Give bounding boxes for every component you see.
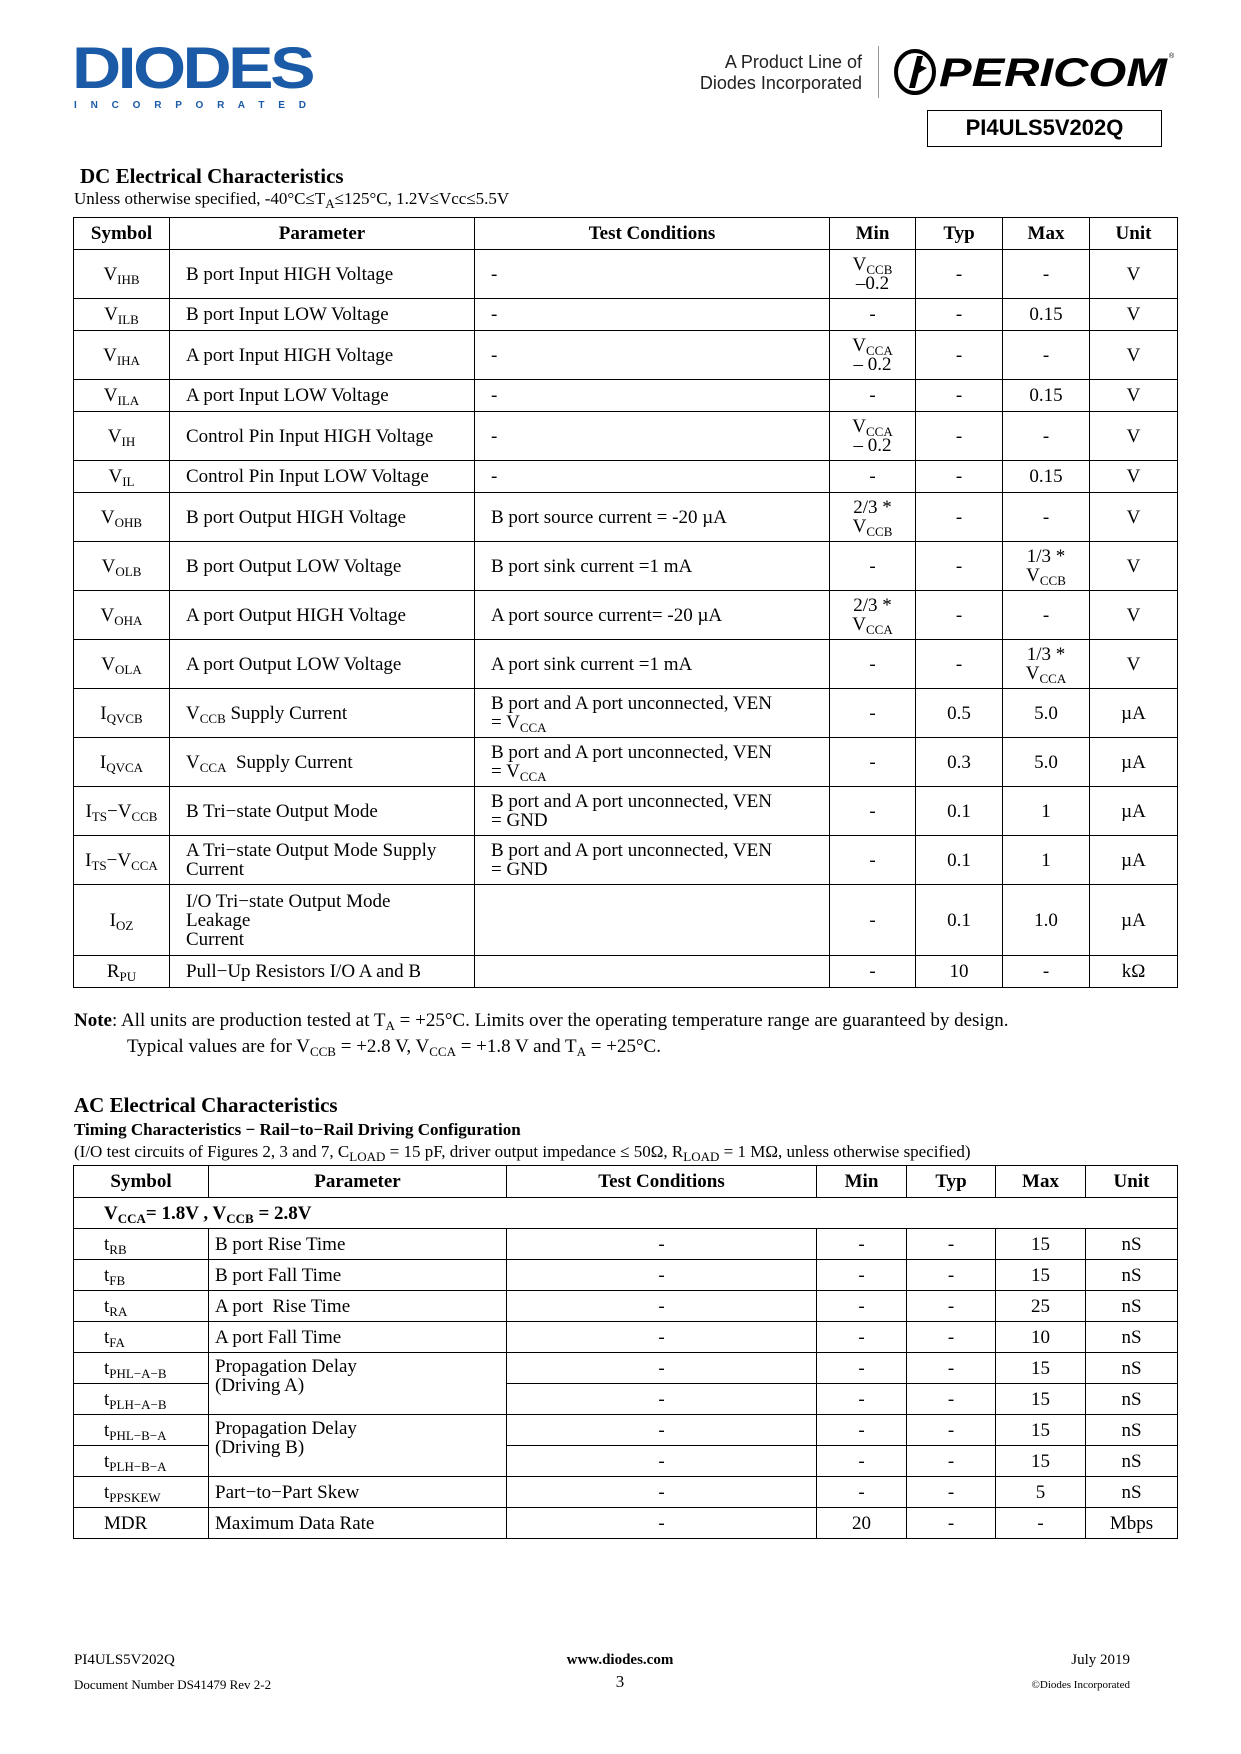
test-conditions-cell: - xyxy=(507,1384,817,1415)
max-cell: 1 xyxy=(1003,787,1090,836)
test-conditions-cell: - xyxy=(507,1322,817,1353)
column-header: Max xyxy=(996,1166,1086,1198)
typ-cell: 0.1 xyxy=(916,787,1003,836)
symbol-cell: $I_{QVCA}$ xyxy=(74,738,170,787)
column-header: Test Conditions xyxy=(507,1166,817,1198)
parameter-cell: B port Fall Time xyxy=(209,1260,507,1291)
typ-cell: - xyxy=(916,542,1003,591)
typ-cell: - xyxy=(907,1477,996,1508)
svg-text:I N C O R P O R A T E D: I N C O R P O R A T E D xyxy=(74,100,307,110)
parameter-cell: A port Input HIGH Voltage xyxy=(170,331,475,380)
min-cell: $V_{CCA}$ – 0.2 xyxy=(830,331,916,380)
table-row xyxy=(74,738,1178,787)
symbol-cell: $V_{IH}$ xyxy=(74,412,170,461)
symbol-cell: $V_{IHA}$ xyxy=(74,331,170,380)
column-header: Symbol xyxy=(74,218,170,250)
symbol-cell: $I_{QVCB}$ xyxy=(74,689,170,738)
min-cell: - xyxy=(830,956,916,988)
column-header: Unit xyxy=(1086,1166,1178,1198)
symbol-cell: $V_{ILA}$ xyxy=(74,380,170,412)
min-cell: - xyxy=(830,738,916,787)
symbol-cell: $V_{ILB}$ xyxy=(74,299,170,331)
table-row xyxy=(74,1477,1178,1508)
typ-cell: - xyxy=(916,640,1003,689)
dc-section-title: DC Electrical Characteristics xyxy=(80,164,344,188)
dc-characteristics-table xyxy=(73,217,1178,988)
table-row xyxy=(74,331,1178,380)
ac-subtitle: Timing Characteristics − Rail−to−Rail Driving Configuration xyxy=(74,1120,521,1139)
symbol-cell: $t_{PHL-B-A}$ xyxy=(74,1415,209,1446)
max-cell: 5.0 xyxy=(1003,689,1090,738)
max-cell: 1/3 * $V_{CCA}$ xyxy=(1003,640,1090,689)
unit-cell: nS xyxy=(1086,1353,1178,1384)
table-header-row xyxy=(74,218,1178,250)
test-conditions-cell: - xyxy=(507,1229,817,1260)
min-cell: 2/3 * $V_{CCB}$ xyxy=(830,493,916,542)
symbol-cell: $t_{RB}$ xyxy=(74,1229,209,1260)
unit-cell: nS xyxy=(1086,1446,1178,1477)
min-cell: - xyxy=(830,299,916,331)
min-cell: - xyxy=(817,1384,907,1415)
parameter-cell: A port Input LOW Voltage xyxy=(170,380,475,412)
column-header: Unit xyxy=(1090,218,1178,250)
table-row xyxy=(74,250,1178,299)
product-line-line2: Diodes Incorporated xyxy=(699,73,862,93)
unit-cell: V xyxy=(1090,299,1178,331)
min-cell: - xyxy=(817,1415,907,1446)
group-row xyxy=(74,1198,1178,1229)
table-row xyxy=(74,493,1178,542)
min-cell: - xyxy=(830,461,916,493)
min-cell: - xyxy=(817,1260,907,1291)
table-row xyxy=(74,1260,1178,1291)
typ-cell: 0.3 xyxy=(916,738,1003,787)
symbol-cell: $R_{PU}$ xyxy=(74,956,170,988)
min-cell: - xyxy=(830,885,916,956)
typ-cell: - xyxy=(907,1446,996,1477)
parameter-cell: B port Input HIGH Voltage xyxy=(170,250,475,299)
test-conditions-cell: - xyxy=(507,1508,817,1539)
test-conditions-cell: - xyxy=(475,299,830,331)
test-conditions-cell xyxy=(475,885,830,956)
column-header: Test Conditions xyxy=(475,218,830,250)
max-cell: 15 xyxy=(996,1260,1086,1291)
min-cell: - xyxy=(830,836,916,885)
max-cell: - xyxy=(996,1508,1086,1539)
pericom-logo xyxy=(893,48,1176,96)
table-header-row xyxy=(74,1166,1178,1198)
symbol-cell: $V_{OHA}$ xyxy=(74,591,170,640)
footer-doc-number: Document Number DS41479 Rev 2-2 xyxy=(74,1677,272,1692)
typ-cell: - xyxy=(916,331,1003,380)
test-conditions-cell: - xyxy=(475,331,830,380)
test-conditions-cell: B port and A port unconnected, VEN = $V_{CCA}$ xyxy=(475,738,830,787)
unit-cell: µA xyxy=(1090,836,1178,885)
max-cell: 15 xyxy=(996,1446,1086,1477)
unit-cell: nS xyxy=(1086,1229,1178,1260)
typ-cell: - xyxy=(907,1229,996,1260)
table-row xyxy=(74,1229,1178,1260)
symbol-cell: $V_{OLB}$ xyxy=(74,542,170,591)
test-conditions-cell: - xyxy=(475,461,830,493)
unit-cell: nS xyxy=(1086,1415,1178,1446)
test-conditions-cell: - xyxy=(475,412,830,461)
max-cell: 5 xyxy=(996,1477,1086,1508)
typ-cell: 0.1 xyxy=(916,836,1003,885)
typ-cell: 0.1 xyxy=(916,885,1003,956)
max-cell: 5.0 xyxy=(1003,738,1090,787)
unit-cell: nS xyxy=(1086,1260,1178,1291)
ac-characteristics-table xyxy=(73,1165,1178,1539)
min-cell: - xyxy=(817,1477,907,1508)
typ-cell: 0.5 xyxy=(916,689,1003,738)
column-header: Parameter xyxy=(170,218,475,250)
unit-cell: V xyxy=(1090,412,1178,461)
parameter-cell: A Tri−state Output Mode Supply Current xyxy=(170,836,475,885)
typ-cell: - xyxy=(907,1508,996,1539)
min-cell: 20 xyxy=(817,1508,907,1539)
symbol-cell: $V_{OLA}$ xyxy=(74,640,170,689)
symbol-cell: $t_{RA}$ xyxy=(74,1291,209,1322)
parameter-cell: Propagation Delay (Driving B) xyxy=(209,1415,507,1477)
max-cell: 15 xyxy=(996,1229,1086,1260)
symbol-cell: $I_{TS}-V_{CCA}$ xyxy=(74,836,170,885)
symbol-cell: $V_{OHB}$ xyxy=(74,493,170,542)
parameter-cell: A port Output HIGH Voltage xyxy=(170,591,475,640)
footer-date: July 2019 xyxy=(1071,1652,1130,1668)
symbol-cell: $t_{FB}$ xyxy=(74,1260,209,1291)
dc-note-line2: Typical values are for $V_{CCB} = +2.8$ V, $V_{CCA} = +1.8$ V and $T_A = +25^\circ C$. xyxy=(127,1036,661,1059)
typ-cell: - xyxy=(916,380,1003,412)
parameter-cell: B port Output HIGH Voltage xyxy=(170,493,475,542)
max-cell: - xyxy=(1003,412,1090,461)
max-cell: 0.15 xyxy=(1003,299,1090,331)
min-cell: - xyxy=(817,1291,907,1322)
product-line-text xyxy=(640,52,862,94)
parameter-cell: Maximum Data Rate xyxy=(209,1508,507,1539)
parameter-cell: B Tri−state Output Mode xyxy=(170,787,475,836)
test-conditions-cell: B port source current = -20 µA xyxy=(475,493,830,542)
max-cell: 15 xyxy=(996,1353,1086,1384)
column-header: Parameter xyxy=(209,1166,507,1198)
table-row xyxy=(74,1508,1178,1539)
typ-cell: - xyxy=(916,250,1003,299)
column-header: Typ xyxy=(916,218,1003,250)
max-cell: - xyxy=(1003,956,1090,988)
typ-cell: - xyxy=(916,591,1003,640)
column-header: Max xyxy=(1003,218,1090,250)
test-conditions-cell: B port and A port unconnected, VEN = $V_{CCA}$ xyxy=(475,689,830,738)
product-line-line1: A Product Line of xyxy=(724,52,862,72)
unit-cell: V xyxy=(1090,461,1178,493)
unit-cell: µA xyxy=(1090,885,1178,956)
typ-cell: - xyxy=(916,493,1003,542)
max-cell: 15 xyxy=(996,1415,1086,1446)
ac-conditions: (I/O test circuits of Figures 2, 3 and 7, $C_{LOAD} = 15$ pF, driver output impedance ≤ 50Ω, $R_{LOAD} = 1$ MΩ, unless otherwise specified) xyxy=(74,1142,971,1164)
max-cell: 1/3 * $V_{CCB}$ xyxy=(1003,542,1090,591)
table-row xyxy=(74,1353,1178,1384)
table-row xyxy=(74,836,1178,885)
symbol-cell: $V_{IHB}$ xyxy=(74,250,170,299)
unit-cell: nS xyxy=(1086,1322,1178,1353)
table-row xyxy=(74,299,1178,331)
max-cell: 1 xyxy=(1003,836,1090,885)
symbol-cell: $V_{IL}$ xyxy=(74,461,170,493)
test-conditions-cell: - xyxy=(475,250,830,299)
table-row xyxy=(74,380,1178,412)
unit-cell: V xyxy=(1090,331,1178,380)
test-conditions-cell: - xyxy=(475,380,830,412)
typ-cell: - xyxy=(907,1322,996,1353)
diodes-logo xyxy=(72,42,317,110)
test-conditions-cell: - xyxy=(507,1353,817,1384)
symbol-cell: $t_{FA}$ xyxy=(74,1322,209,1353)
parameter-cell: B port Input LOW Voltage xyxy=(170,299,475,331)
parameter-cell: A port Rise Time xyxy=(209,1291,507,1322)
symbol-cell: MDR xyxy=(74,1508,209,1539)
symbol-cell: $t_{PHL-A-B}$ xyxy=(74,1353,209,1384)
test-conditions-cell xyxy=(475,956,830,988)
parameter-cell: $V_{CCB}$ Supply Current xyxy=(170,689,475,738)
symbol-cell: $t_{PPSKEW}$ xyxy=(74,1477,209,1508)
max-cell: - xyxy=(1003,591,1090,640)
test-conditions-cell: B port and A port unconnected, VEN = GND xyxy=(475,836,830,885)
typ-cell: - xyxy=(916,412,1003,461)
table-row xyxy=(74,689,1178,738)
max-cell: - xyxy=(1003,250,1090,299)
typ-cell: - xyxy=(907,1415,996,1446)
test-conditions-cell: - xyxy=(507,1477,817,1508)
column-header: Typ xyxy=(907,1166,996,1198)
part-number-box: PI4ULS5V202Q xyxy=(927,110,1162,147)
parameter-cell: A port Output LOW Voltage xyxy=(170,640,475,689)
min-cell: - xyxy=(817,1446,907,1477)
test-conditions-cell: - xyxy=(507,1291,817,1322)
page-number: 3 xyxy=(615,1672,625,1691)
unit-cell: nS xyxy=(1086,1477,1178,1508)
symbol-cell: $I_{TS}-V_{CCB}$ xyxy=(74,787,170,836)
max-cell: 1.0 xyxy=(1003,885,1090,956)
test-conditions-cell: B port and A port unconnected, VEN = GND xyxy=(475,787,830,836)
symbol-cell: $I_{OZ}$ xyxy=(74,885,170,956)
unit-cell: nS xyxy=(1086,1384,1178,1415)
ac-section-title: AC Electrical Characteristics xyxy=(74,1093,338,1117)
footer-part-number: PI4ULS5V202Q xyxy=(74,1652,175,1668)
parameter-cell: I/O Tri−state Output Mode Leakage Current xyxy=(170,885,475,956)
footer-copyright: ©Diodes Incorporated xyxy=(1031,1679,1130,1691)
table-row xyxy=(74,956,1178,988)
min-cell: $V_{CCA}$ – 0.2 xyxy=(830,412,916,461)
dc-conditions: Unless otherwise specified, $-40^\circ C\le T_A\le 125^\circ C$, 1.2V≤Vcc≤5.5V xyxy=(74,189,510,211)
unit-cell: nS xyxy=(1086,1291,1178,1322)
table-row xyxy=(74,1322,1178,1353)
table-row xyxy=(74,461,1178,493)
max-cell: 10 xyxy=(996,1322,1086,1353)
table-row xyxy=(74,640,1178,689)
svg-text:DIODES: DIODES xyxy=(72,42,314,101)
unit-cell: V xyxy=(1090,542,1178,591)
table-row xyxy=(74,1415,1178,1446)
min-cell: - xyxy=(830,542,916,591)
unit-cell: V xyxy=(1090,640,1178,689)
unit-cell: V xyxy=(1090,380,1178,412)
min-cell: - xyxy=(817,1322,907,1353)
typ-cell: 10 xyxy=(916,956,1003,988)
svg-text:PERICOM: PERICOM xyxy=(939,51,1170,95)
parameter-cell: Control Pin Input HIGH Voltage xyxy=(170,412,475,461)
dc-note-line1: Note: All units are production tested at $T_A = +25^\circ C$. Limits over the operating temperature range are guaranteed by design. xyxy=(74,1010,1009,1033)
parameter-cell: B port Rise Time xyxy=(209,1229,507,1260)
max-cell: 25 xyxy=(996,1291,1086,1322)
parameter-cell: A port Fall Time xyxy=(209,1322,507,1353)
test-conditions-cell: - xyxy=(507,1260,817,1291)
column-header: Symbol xyxy=(74,1166,209,1198)
max-cell: - xyxy=(1003,331,1090,380)
typ-cell: - xyxy=(907,1384,996,1415)
table-row xyxy=(74,885,1178,956)
typ-cell: - xyxy=(907,1291,996,1322)
parameter-cell: B port Output LOW Voltage xyxy=(170,542,475,591)
parameter-cell: Propagation Delay (Driving A) xyxy=(209,1353,507,1415)
parameter-cell: Part−to−Part Skew xyxy=(209,1477,507,1508)
max-cell: - xyxy=(1003,493,1090,542)
test-conditions-cell: A port source current= -20 µA xyxy=(475,591,830,640)
symbol-cell: $t_{PLH-B-A}$ xyxy=(74,1446,209,1477)
min-cell: - xyxy=(830,640,916,689)
test-conditions-cell: A port sink current =1 mA xyxy=(475,640,830,689)
typ-cell: - xyxy=(907,1353,996,1384)
unit-cell: kΩ xyxy=(1090,956,1178,988)
table-row xyxy=(74,412,1178,461)
test-conditions-cell: - xyxy=(507,1415,817,1446)
typ-cell: - xyxy=(916,461,1003,493)
table-row xyxy=(74,1291,1178,1322)
min-cell: - xyxy=(817,1353,907,1384)
column-header: Min xyxy=(830,218,916,250)
table-row xyxy=(74,591,1178,640)
parameter-cell: Control Pin Input LOW Voltage xyxy=(170,461,475,493)
unit-cell: V xyxy=(1090,493,1178,542)
typ-cell: - xyxy=(907,1260,996,1291)
footer-url[interactable]: www.diodes.com xyxy=(566,1652,674,1668)
min-cell: - xyxy=(830,787,916,836)
supply-group-label: $V_{CCA}= 1.8V$ , $V_{CCB} = 2.8V$ xyxy=(74,1198,1178,1229)
note-label: Note xyxy=(74,1010,112,1031)
table-row xyxy=(74,542,1178,591)
min-cell: - xyxy=(817,1229,907,1260)
svg-text:®: ® xyxy=(1169,53,1175,60)
typ-cell: - xyxy=(916,299,1003,331)
max-cell: 15 xyxy=(996,1384,1086,1415)
min-cell: 2/3 * $V_{CCA}$ xyxy=(830,591,916,640)
test-conditions-cell: - xyxy=(507,1446,817,1477)
max-cell: 0.15 xyxy=(1003,461,1090,493)
parameter-cell: $V_{CCA}$ Supply Current xyxy=(170,738,475,787)
column-header: Min xyxy=(817,1166,907,1198)
unit-cell: µA xyxy=(1090,738,1178,787)
unit-cell: Mbps xyxy=(1086,1508,1178,1539)
unit-cell: µA xyxy=(1090,689,1178,738)
max-cell: 0.15 xyxy=(1003,380,1090,412)
unit-cell: V xyxy=(1090,591,1178,640)
min-cell: - xyxy=(830,380,916,412)
parameter-cell: Pull−Up Resistors I/O A and B xyxy=(170,956,475,988)
test-conditions-cell: B port sink current =1 mA xyxy=(475,542,830,591)
unit-cell: V xyxy=(1090,250,1178,299)
min-cell: $V_{CCB}$ –0.2 xyxy=(830,250,916,299)
table-row xyxy=(74,787,1178,836)
unit-cell: µA xyxy=(1090,787,1178,836)
symbol-cell: $t_{PLH-A-B}$ xyxy=(74,1384,209,1415)
header-divider xyxy=(878,46,879,98)
min-cell: - xyxy=(830,689,916,738)
